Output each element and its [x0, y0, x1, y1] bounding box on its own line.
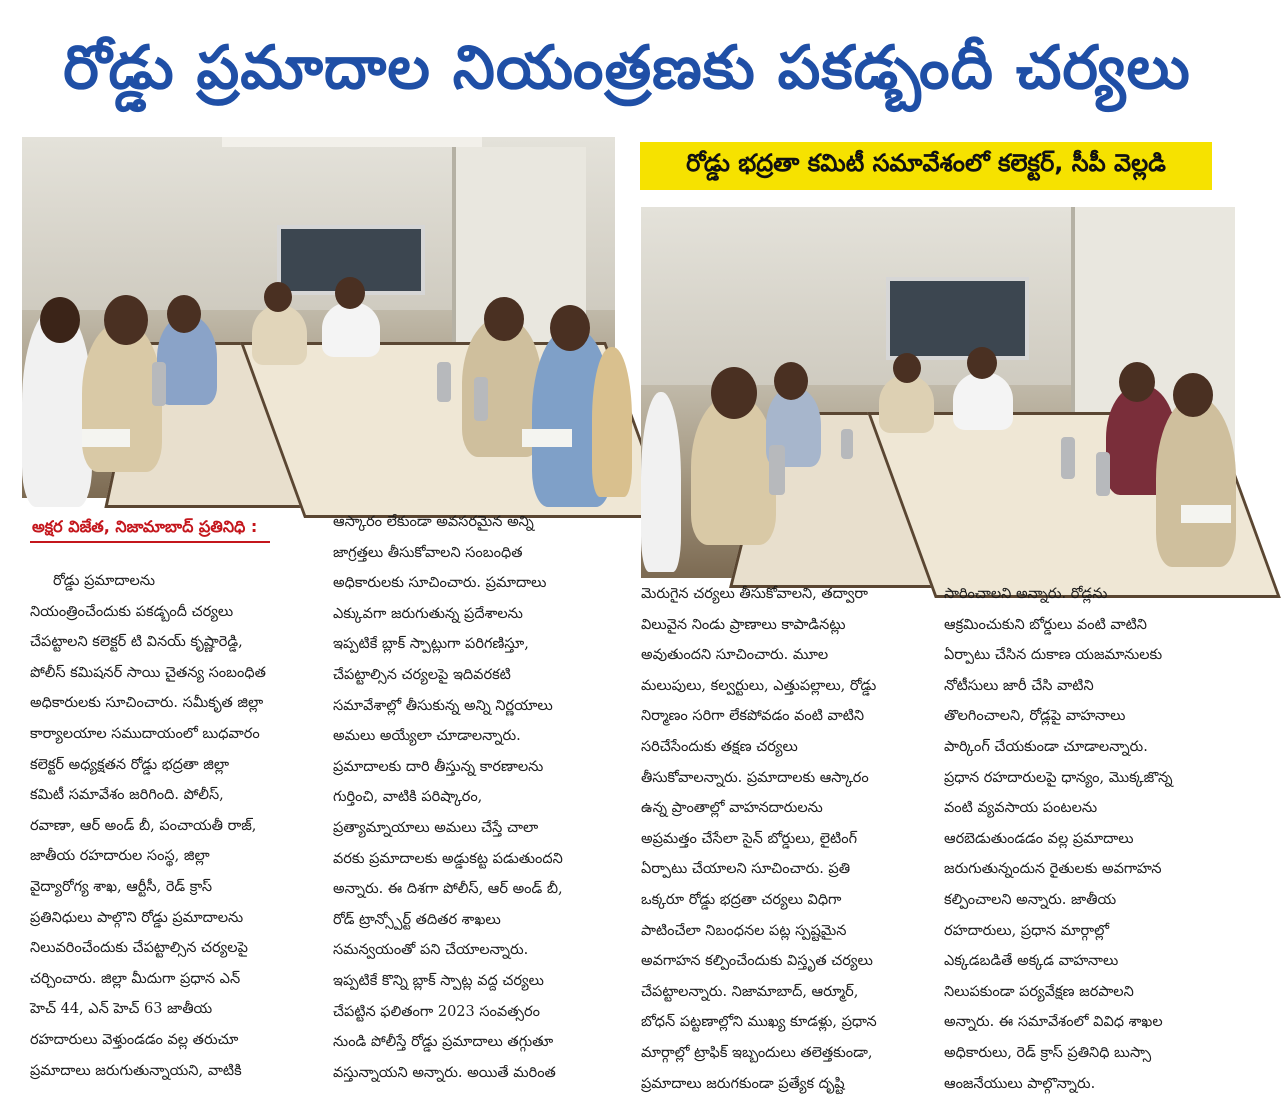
article-column-4 [944, 579, 1234, 1029]
article-column-3 [641, 579, 926, 1029]
article-line: తీసుకోవాలన్నారు. ప్రమాదాలకు ఆస్కారం [641, 763, 926, 794]
article-line: సమన్వయంతో పని చేయాలన్నారు. [333, 935, 618, 966]
article-line: మార్గాల్లో ట్రాఫిక్ ఇబ్బందులు తలెత్తకుండా, [641, 1038, 926, 1069]
article-line: సారించాలని అన్నారు. రోడ్లను [944, 579, 1234, 610]
article-line: సరిచేసేందుకు తక్షణ చర్యలు [641, 732, 926, 763]
article-line: అవుతుందని సూచించారు. మూల [641, 640, 926, 671]
article-line: కార్యాలయాల సముదాయంలో బుధవారం [30, 719, 312, 750]
article-line: ప్రమాదాలు జరుగుతున్నాయని, వాటికి [30, 1056, 312, 1087]
article-line: వైద్యారోగ్య శాఖ, ఆర్టీసీ, రెడ్ క్రాస్ [30, 872, 312, 903]
article-line: వస్తున్నాయని అన్నారు. అయితే మరింత [333, 1058, 618, 1089]
article-line: ప్రమాదాలు జరుగకుండా ప్రత్యేక దృష్టి [641, 1069, 926, 1099]
article-line: ఇప్పటికే కొన్ని బ్లాక్ స్పాట్ల వద్ద చర్యలు [333, 966, 618, 997]
article-line: వరకు ప్రమాదాలకు అడ్డుకట్ట పడుతుందని [333, 844, 618, 875]
article-line: అధికారులకు సూచించారు. ప్రమాదాలు [333, 568, 618, 599]
article-line: ప్రధాన రహదారులపై ధాన్యం, మొక్కజొన్న [944, 763, 1234, 794]
article-line: చేపట్టిన ఫలితంగా 2023 సంవత్సరం [333, 997, 618, 1028]
page-headline: రోడ్డు ప్రమాదాల నియంత్రణకు పకడ్బందీ చర్యలు [0, 18, 1254, 118]
article-line: చేపట్టాలని కలెక్టర్ టి వినయ్ కృష్ణారెడ్డి, [30, 627, 312, 658]
subheadline-banner: రోడ్డు భద్రతా కమిటీ సమావేశంలో కలెక్టర్, సీపీ వెల్లడి [640, 142, 1212, 190]
byline-underline [30, 541, 270, 543]
article-line: ఎక్కువగా జరుగుతున్న ప్రదేశాలను [333, 599, 618, 630]
article-line: రోడ్ ట్రాన్స్పోర్ట్ తదితర శాఖలు [333, 905, 618, 936]
article-line: ప్రత్యామ్నాయాలు అమలు చేస్తే చాలా [333, 813, 618, 844]
article-column-1-text [30, 566, 312, 1086]
article-line: అధికారులు, రెడ్ క్రాస్ ప్రతినిధి బుస్సా [944, 1038, 1234, 1069]
article-line: ఎక్కడబడితే అక్కడ వాహనాలు [944, 946, 1234, 977]
article-column-3-text [641, 579, 926, 1099]
article-line: పాటించేలా నిబంధనల పట్ల స్పష్టమైన [641, 916, 926, 947]
article-line: ఒక్కరూ రోడ్డు భద్రతా చర్యలు విధిగా [641, 885, 926, 916]
article-line: సమావేశాల్లో తీసుకున్న అన్ని నిర్ణయాలు [333, 691, 618, 722]
article-line: ఉన్న ప్రాంతాల్లో వాహనదారులను [641, 793, 926, 824]
article-line: చేపట్టాలన్నారు. నిజామాబాద్, ఆర్మూర్, [641, 977, 926, 1008]
article-line: చర్చించారు. జిల్లా మీదుగా ప్రధాన ఎన్ [30, 964, 312, 995]
article-line: ప్రతినిధులు పాల్గొని రోడ్డు ప్రమాదాలను [30, 903, 312, 934]
article-line: అధికారులకు సూచించారు. సమీకృత జిల్లా [30, 688, 312, 719]
article-column-2-text [333, 507, 618, 1088]
article-line: అమలు అయ్యేలా చూడాలన్నారు. [333, 721, 618, 752]
article-line: నిర్మాణం సరిగా లేకపోవడం వంటి వాటిని [641, 701, 926, 732]
article-column-1 [30, 566, 312, 1016]
article-line: కమిటీ సమావేశం జరిగింది. పోలీస్, [30, 780, 312, 811]
article-line: మలుపులు, కల్వర్టులు, ఎత్తుపల్లాలు, రోడ్డు [641, 671, 926, 702]
article-line: నోటీసులు జారీ చేసి వాటిని [944, 671, 1234, 702]
article-line: ఏర్పాటు చేయాలని సూచించారు. ప్రతి [641, 854, 926, 885]
article-line: ఆరబెడుతుండడం వల్ల ప్రమాదాలు [944, 824, 1234, 855]
article-line: నిలుపకుండా పర్యవేక్షణ జరపాలని [944, 977, 1234, 1008]
article-line: ఇప్పటికే బ్లాక్ స్పాట్లుగా పరిగణిస్తూ, [333, 629, 618, 660]
article-line: అప్రమత్తం చేసేలా సైన్ బోర్డులు, లైటింగ్ [641, 824, 926, 855]
article-line: రోడ్డు ప్రమాదాలను [30, 566, 312, 597]
article-line: కల్పించాలని అన్నారు. జాతీయ [944, 885, 1234, 916]
meeting-photo-left [22, 137, 615, 498]
article-line: జరుగుతున్నందున రైతులకు అవగాహన [944, 854, 1234, 885]
article-line: ఆంజనేయులు పాల్గొన్నారు. [944, 1069, 1234, 1099]
article-line: తొలగించాలని, రోడ్లపై వాహనాలు [944, 701, 1234, 732]
article-line: చేపట్టాల్సిన చర్యలపై ఇదివరకటి [333, 660, 618, 691]
byline: అక్షర విజేత, నిజామాబాద్ ప్రతినిధి : [32, 514, 272, 540]
article-line: రహదారులు, ప్రధాన మార్గాల్లో [944, 916, 1234, 947]
article-line: ఆస్కారం లేకుండా అవసరమైన అన్ని [333, 507, 618, 538]
article-line: జాగ్రత్తలు తీసుకోవాలని సంబంధిత [333, 538, 618, 569]
article-line: అవగాహన కల్పించేందుకు విస్తృత చర్యలు [641, 946, 926, 977]
article-line: రహదారులు వెళ్తుండడం వల్ల తరుచూ [30, 1025, 312, 1056]
article-line: బోధన్ పట్టణాల్లోని ముఖ్య కూడళ్లు, ప్రధాన [641, 1007, 926, 1038]
article-line: జాతీయ రహదారుల సంస్థ, జిల్లా [30, 841, 312, 872]
article-line: కలెక్టర్ అధ్యక్షతన రోడ్డు భద్రతా జిల్లా [30, 750, 312, 781]
article-line: హెచ్ 44, ఎన్ హెచ్ 63 జాతీయ [30, 994, 312, 1025]
article-line: అన్నారు. ఈ దిశగా పోలీస్, ఆర్ అండ్ బీ, [333, 874, 618, 905]
article-line: పోలీస్ కమిషనర్ సాయి చైతన్య సంబంధిత [30, 658, 312, 689]
article-line: నిలువరించేందుకు చేపట్టాల్సిన చర్యలపై [30, 933, 312, 964]
article-column-2 [333, 507, 618, 1016]
article-line: నుండి పోలీస్తే రోడ్డు ప్రమాదాలు తగ్గుతూ [333, 1027, 618, 1058]
article-column-4-text [944, 579, 1234, 1099]
article-line: ఏర్పాటు చేసిన దుకాణ యజమానులకు [944, 640, 1234, 671]
article-line: ఆక్రమించుకుని బోర్డులు వంటి వాటిని [944, 610, 1234, 641]
article-line: నియంత్రించేందుకు పకడ్బందీ చర్యలు [30, 597, 312, 628]
article-line: వంటి వ్యవసాయ పంటలను [944, 793, 1234, 824]
article-line: విలువైన నిండు ప్రాణాలు కాపాడినట్లు [641, 610, 926, 641]
article-line: అన్నారు. ఈ సమావేశంలో వివిధ శాఖల [944, 1007, 1234, 1038]
article-line: మెరుగైన చర్యలు తీసుకోవాలని, తద్వారా [641, 579, 926, 610]
article-line: గుర్తించి, వాటికి పరిష్కారం, [333, 782, 618, 813]
meeting-photo-right [641, 207, 1234, 578]
article-line: రవాణా, ఆర్ అండ్ బీ, పంచాయతీ రాజ్, [30, 811, 312, 842]
article-line: పార్కింగ్ చేయకుండా చూడాలన్నారు. [944, 732, 1234, 763]
article-line: ప్రమాదాలకు దారి తీస్తున్న కారణాలను [333, 752, 618, 783]
